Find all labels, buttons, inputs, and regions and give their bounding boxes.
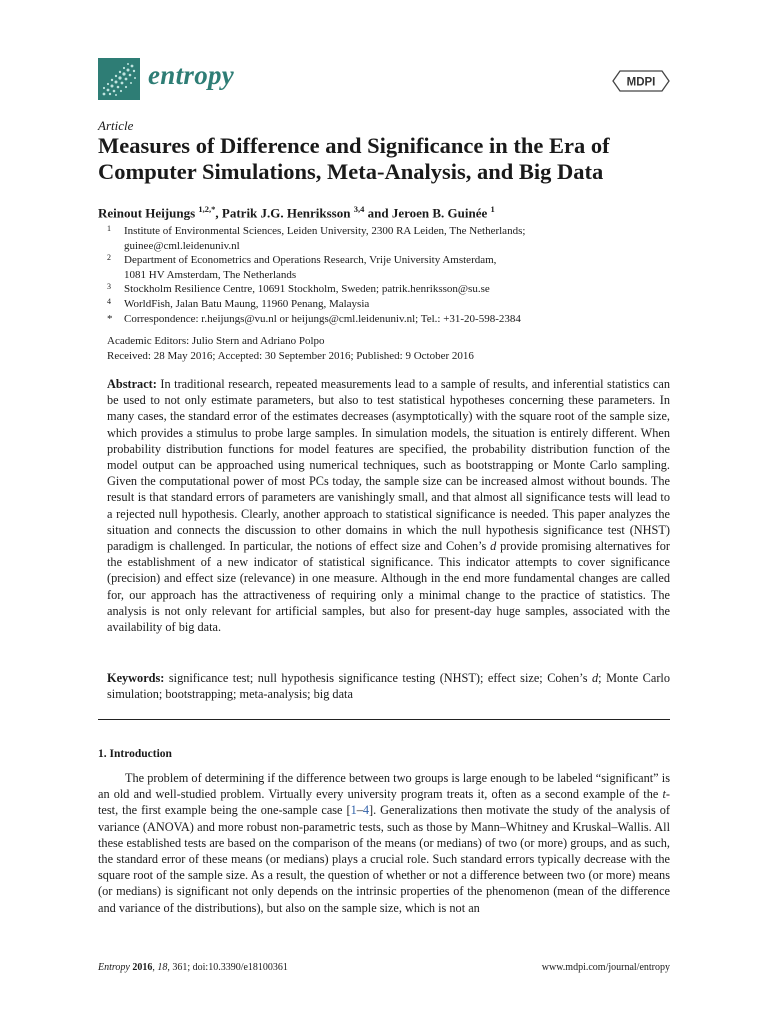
publication-meta (107, 334, 474, 364)
abstract-text: provide promising alternatives for the establishment of a new indicator of statistical significance. This indicator attempts to cover significance (precision) and effect size (relevance) in one measure. Although in the end more fundamental changes are called for, our approach has the attractiveness of requiring only a minimal change to the practice of statistics. The analysis is not only relevant for artificial samples, but also for present-day huge samples, associated with the availability of big data. (107, 539, 670, 635)
affiliation-item (98, 282, 658, 297)
footer-citation: Entropy 2016, 18, 361; doi:10.3390/e18100361 (98, 962, 288, 973)
journal-header (98, 58, 670, 102)
publication-dates: Received: 28 May 2016; Accepted: 30 September 2016; Published: 9 October 2016 (107, 350, 474, 362)
author-affil-mark: 1 (490, 204, 495, 214)
affiliation-line: Stockholm Resilience Centre, 10691 Stockholm, Sweden; patrik.henriksson@su.se (124, 283, 490, 296)
author-separator: and (364, 205, 392, 221)
academic-editors: Academic Editors: Julio Stern and Adriano Polpo (107, 335, 325, 347)
affiliation-number: 4 (107, 296, 111, 306)
affiliation-item (98, 253, 658, 282)
affiliation-item (98, 224, 658, 253)
affiliation-line: Institute of Environmental Sciences, Leiden University, 2300 RA Leiden, The Netherlands; (124, 225, 526, 237)
abstract-text: In traditional research, repeated measurements lead to a sample of results, and inferential statistics can be used to not only estimate parameters, but also to test statistical hypotheses concerning these parameters. In many cases, the standard error of the estimates decreases (asymptotically) with the square root of the sample size, which provides a stimulus to probe large samples. In simulation models, the situation is entirely different. When probability distribution functions for model features are specified, the probability distribution function of the model output can be approached using numerical techniques, such as bootstrapping or Monte Carlo sampling. Given the computational power of most PCs today, the sample size can be increased almost without bounds. The result is that standard errors of parameters are vanishingly small, and that almost all significance tests will lead to a rejected null hypothesis. Clearly, another approach to statistical significance is needed. This paper analyzes the situation and connects the discussion to other domains in which the null hypothesis significance test (NHST) paradigm is challenged. In particular, the notions of effect size and Cohen’s (107, 377, 670, 554)
intro-text: ]. Generalizations then motivate the study of the analysis of variance (ANOVA) and more robust non-parametric tests, such as those by Mann–Whitney and Kruskal–Wallis. All these established tests are based on the comparison of the means (or medians) of two (or more) groups, and as such, the standard error of these means (or medians) plays a crucial role. Such standard errors typically decrease with the square root of the sample size. As a result, the question of whether or not a difference between two (or more) means (or medians) is significant not only depends on the intrinsic properties of the phenomenon (mean of the difference and variance of the distributions), but also on the sample size, which is not an (98, 803, 670, 915)
footer-url[interactable]: www.mdpi.com/journal/entropy (541, 962, 670, 973)
footer-volume: 18 (157, 962, 168, 973)
abstract-label: Abstract: (107, 377, 157, 391)
citation-dash: – (356, 803, 363, 818)
citation-link[interactable]: 1 (350, 803, 357, 818)
abstract (107, 376, 670, 635)
intro-paragraph (98, 770, 670, 916)
author-name: Jeroen B. Guinée (391, 205, 488, 221)
affiliation-email[interactable]: guinee@cml.leidenuniv.nl (124, 239, 240, 252)
intro-text: -test, the first example being the one-sample case [ (98, 787, 670, 818)
journal-logo-icon (98, 58, 140, 100)
affiliation-number: 3 (107, 282, 111, 292)
author-affil-mark: 1,2,* (198, 204, 216, 214)
affiliation-number: 1 (107, 224, 111, 233)
affiliation-line: WorldFish, Jalan Batu Maung, 11960 Penang, Malaysia (124, 297, 370, 310)
footer-doi: , 361; doi:10.3390/e18100361 (167, 962, 288, 973)
section-divider (98, 719, 670, 720)
affiliation-line: 1081 HV Amsterdam, The Netherlands (124, 268, 297, 281)
citation-link[interactable]: 4 (362, 803, 370, 818)
affiliation-number: 2 (107, 253, 111, 263)
author-separator: , (215, 205, 222, 221)
intro-italic-t: t (662, 787, 666, 802)
mdpi-logo-icon (612, 70, 670, 92)
paper-title: Measures of Difference and Significance in the Era of Computer Simulations, Meta-Analysis, and Big Data (98, 133, 610, 184)
correspondence-mark: * (107, 312, 113, 325)
keywords-italic-d: d (592, 671, 599, 685)
keywords-text: ; Monte Carlo simulation; bootstrapping; meta-analysis; big data (107, 671, 670, 702)
author-name: Reinout Heijungs (98, 205, 196, 221)
keywords (107, 670, 670, 702)
keywords-text: significance test; null hypothesis significance testing (NHST); effect size; Cohen’s (164, 671, 592, 685)
author-list (98, 204, 495, 221)
author-affil-mark: 3,4 (353, 204, 365, 214)
affiliation-line: Department of Econometrics and Operations Research, Vrije University Amsterdam, (124, 254, 497, 267)
intro-text: The problem of determining if the difference between two groups is large enough to be labeled “significant” is an old and well-studied problem. Virtually every university program treats it, often as a second example of the (98, 771, 670, 802)
footer-year: 2016 (132, 962, 153, 973)
article-type: Article (98, 118, 134, 133)
correspondence-line: Correspondence: r.heijungs@vu.nl or heijungs@cml.leidenuniv.nl; Tel.: +31-20-598-2384 (124, 312, 521, 325)
author-name: Patrik J.G. Henriksson (221, 205, 351, 221)
abstract-italic-d: d (490, 539, 497, 554)
mdpi-logo-text: MDPI (626, 76, 656, 89)
journal-name: entropy (148, 60, 235, 90)
affiliation-item (98, 297, 658, 312)
footer-journal: Entropy (98, 962, 130, 973)
section-heading: 1. Introduction (98, 748, 172, 760)
affiliation-list (98, 224, 658, 326)
correspondence-item (98, 312, 658, 327)
keywords-label: Keywords: (107, 671, 165, 685)
